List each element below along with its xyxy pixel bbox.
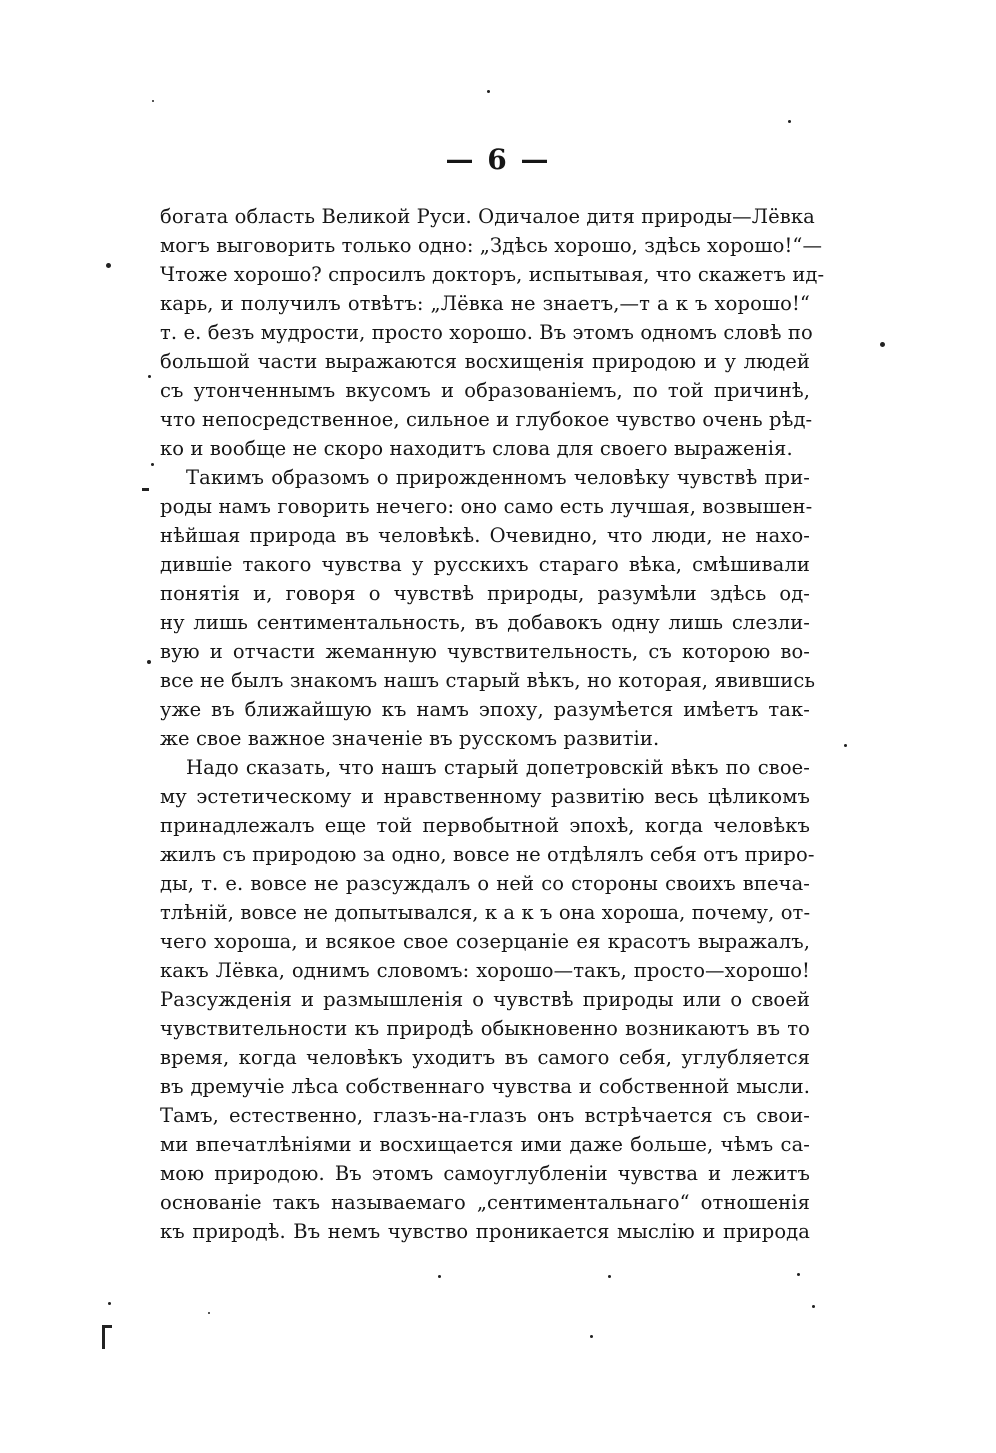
text-line: дившіе такого чувства у русскихъ стараго вѣка, смѣшивали: [160, 553, 810, 576]
text-line: Тамъ, естественно, глазъ-на-глазъ онъ встрѣчается съ свои-: [160, 1104, 810, 1127]
text-line: чего хороша, и всякое свое созерцаніе ея красотъ выражалъ,: [160, 930, 810, 953]
text-line: время, когда человѣкъ уходитъ въ самого себя, углубляется: [160, 1046, 810, 1069]
paragraph-2: [160, 463, 816, 753]
text-line: все не былъ знакомъ нашъ старый вѣкъ, но которая, явившись: [160, 669, 816, 692]
text-line: принадлежалъ еще той первобытной эпохѣ, когда человѣкъ: [160, 814, 810, 837]
text-line: т. е. безъ мудрости, просто хорошо. Въ этомъ одномъ словѣ по: [160, 321, 813, 344]
text-line: му эстетическому и нравственному развитію весь цѣликомъ: [160, 785, 810, 808]
scan-mark: [142, 488, 149, 491]
text-line: чувствительности къ природѣ обыкновенно возникаютъ въ то: [160, 1017, 810, 1040]
scan-mark: [102, 1325, 112, 1328]
paragraph-3: [160, 753, 815, 1246]
text-line: карь, и получилъ отвѣтъ: „Лёвка не знаетъ,—т а к ъ хорошо!“: [160, 292, 810, 315]
text-line: какъ Лёвка, однимъ словомъ: хорошо—такъ, просто—хорошо!: [160, 959, 810, 982]
text-line: основаніе такъ называемаго „сентиментальнаго“ отношенія: [160, 1191, 810, 1214]
scan-speck: [106, 263, 111, 268]
text-line: Разсужденія и размышленія о чувствѣ природы или о своей: [160, 988, 810, 1011]
scan-speck: [590, 1335, 593, 1338]
text-line: большой части выражаются восхищенія природою и у людей: [160, 350, 810, 373]
text-line: уже въ ближайшую къ намъ эпоху, разумѣется имѣетъ так-: [160, 698, 810, 721]
text-line: ми впечатлѣніями и восхищается ими даже больше, чѣмъ са-: [160, 1133, 810, 1156]
scan-speck: [108, 1302, 111, 1305]
scan-speck: [788, 120, 791, 123]
text-line: что непосредственное, сильное и глубокое чувство очень рѣд-: [160, 408, 813, 431]
scan-speck: [844, 744, 847, 747]
text-line: Чтоже хорошо? спросилъ докторъ, испытывая, что скажетъ ид-: [160, 263, 825, 286]
scan-speck: [147, 660, 151, 664]
text-line: богата область Великой Руси. Одичалое дитя природы—Лёвка: [160, 205, 815, 228]
page-number: — 6 —: [445, 143, 551, 176]
text-line: ну лишь сентиментальность, въ добавокъ одну лишь слезли-: [160, 611, 810, 634]
text-line: въ дремучіе лѣса собственнаго чувства и собственной мысли.: [160, 1075, 810, 1098]
scan-mark: [102, 1325, 105, 1349]
text-line: мою природою. Въ этомъ самоуглубленіи чувства и лежитъ: [160, 1162, 810, 1185]
scan-speck: [487, 90, 490, 93]
text-line: съ утонченнымъ вкусомъ и образованіемъ, по той причинѣ,: [160, 379, 810, 402]
body-text: [160, 202, 825, 1246]
text-line: понятія и, говоря о чувствѣ природы, разумѣли здѣсь од-: [160, 582, 810, 605]
text-line: Такимъ образомъ о прирожденномъ человѣку чувствѣ при-: [186, 466, 810, 489]
text-line: тлѣній, вовсе не допытывался, к а к ъ она хороша, почему, от-: [160, 901, 811, 924]
text-line: къ природѣ. Въ немъ чувство проникается мыслію и природа: [160, 1220, 810, 1243]
scan-speck: [812, 1305, 815, 1308]
scan-speck: [608, 1275, 611, 1278]
text-line: ко и вообще не скоро находитъ слова для своего выраженія.: [160, 437, 793, 460]
paragraph-1: [160, 202, 825, 463]
scan-speck: [880, 342, 885, 347]
text-line: Надо сказать, что нашъ старый допетровскій вѣкъ по свое-: [186, 756, 810, 779]
text-line: же свое важное значеніе въ русскомъ развитіи.: [160, 727, 660, 750]
scan-speck: [438, 1275, 441, 1278]
scan-speck: [151, 463, 154, 466]
scan-speck: [208, 1312, 210, 1314]
scan-speck: [797, 1273, 800, 1276]
text-line: нѣйшая природа въ человѣкѣ. Очевидно, что люди, не нахо-: [160, 524, 810, 547]
scan-speck: [148, 375, 151, 378]
text-line: жилъ съ природою за одно, вовсе не отдѣлялъ себя отъ приро-: [160, 843, 815, 866]
text-line: вую и отчасти жеманную чувствительность, съ которою во-: [160, 640, 810, 663]
text-line: могъ выговорить только одно: „Здѣсь хорошо, здѣсь хорошо!“—: [160, 234, 823, 257]
text-line: ды, т. е. вовсе не разсуждалъ о ней со стороны своихъ впеча-: [160, 872, 810, 895]
text-line: роды намъ говорить нечего: оно само есть лучшая, возвышен-: [160, 495, 813, 518]
scan-speck: [152, 100, 154, 102]
